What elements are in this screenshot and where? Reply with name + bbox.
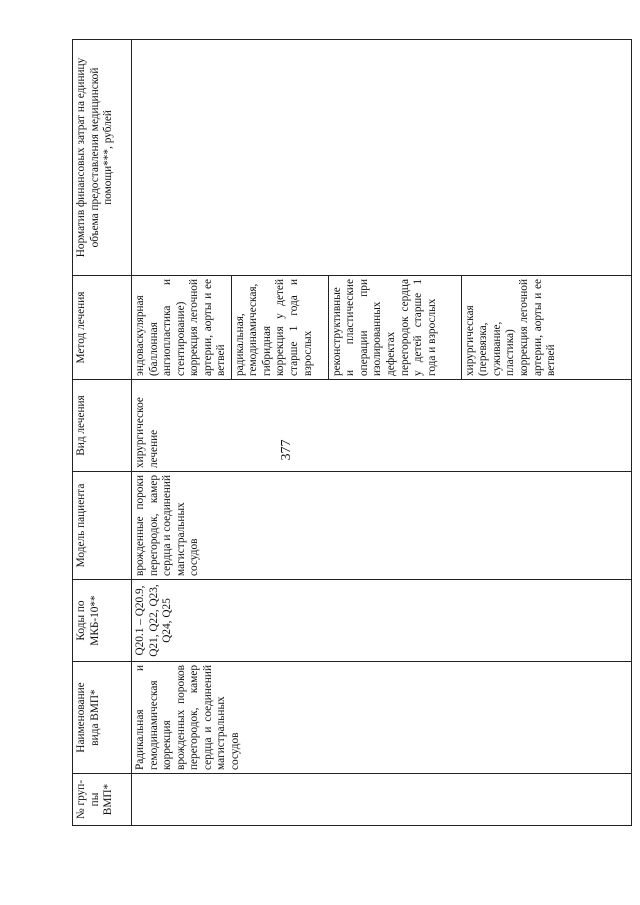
- cell-icd-codes: Q20.1 – Q20.9, Q21, Q22, Q23, Q24, Q25: [132, 580, 632, 662]
- cell-method-4: хирургическая (перевязка, суживание, пластика) коррекция легочной артерии, аорты и ее ветвей: [461, 276, 631, 380]
- header-cost-norm: Норматив финансовых затрат на единицу объема предоставления медицинской помощи***, рублей: [73, 40, 132, 276]
- header-treatment-method: Метод лечения: [73, 276, 132, 380]
- cell-group-number: [132, 774, 632, 826]
- rotated-table-container: [72, 40, 632, 826]
- cell-method-1: эндоваскулярная (баллонная ангиопластика и стентирование) коррекция легочной артерии, аорты и ее ветвей: [132, 276, 232, 380]
- header-group-number: № груп- пы ВМП*: [73, 774, 132, 826]
- cell-treatment-type: хирургическое лечение: [132, 380, 632, 472]
- header-vmp-name: Наименование вида ВМП*: [73, 662, 132, 774]
- header-row: [73, 40, 132, 826]
- cell-cost-norm: [132, 40, 632, 276]
- header-treatment-type: Вид лечения: [73, 380, 132, 472]
- cell-method-2: радикальная, гемодинамическая, гибридная коррекция у детей старше 1 года и взрослых: [231, 276, 328, 380]
- vmp-table: [72, 39, 632, 826]
- table-row: [132, 40, 232, 826]
- cell-method-3: реконструктивные и пластические операции при изолированных дефектах перегородок сердца у детей старше 1 года и взрослых: [328, 276, 461, 380]
- header-patient-model: Модель пациента: [73, 472, 132, 580]
- cell-vmp-name: Радикальная и гемодинамическая коррекция врожденных пороков перегородок, камер сердца и соединений магистральных сосудов: [132, 662, 632, 774]
- cell-patient-model: врожденные пороки перегородок, камер сердца и соединений магистральных сосудов: [132, 472, 632, 580]
- page-number: 377: [279, 439, 294, 461]
- header-icd-codes: Коды по МКБ-10**: [73, 580, 132, 662]
